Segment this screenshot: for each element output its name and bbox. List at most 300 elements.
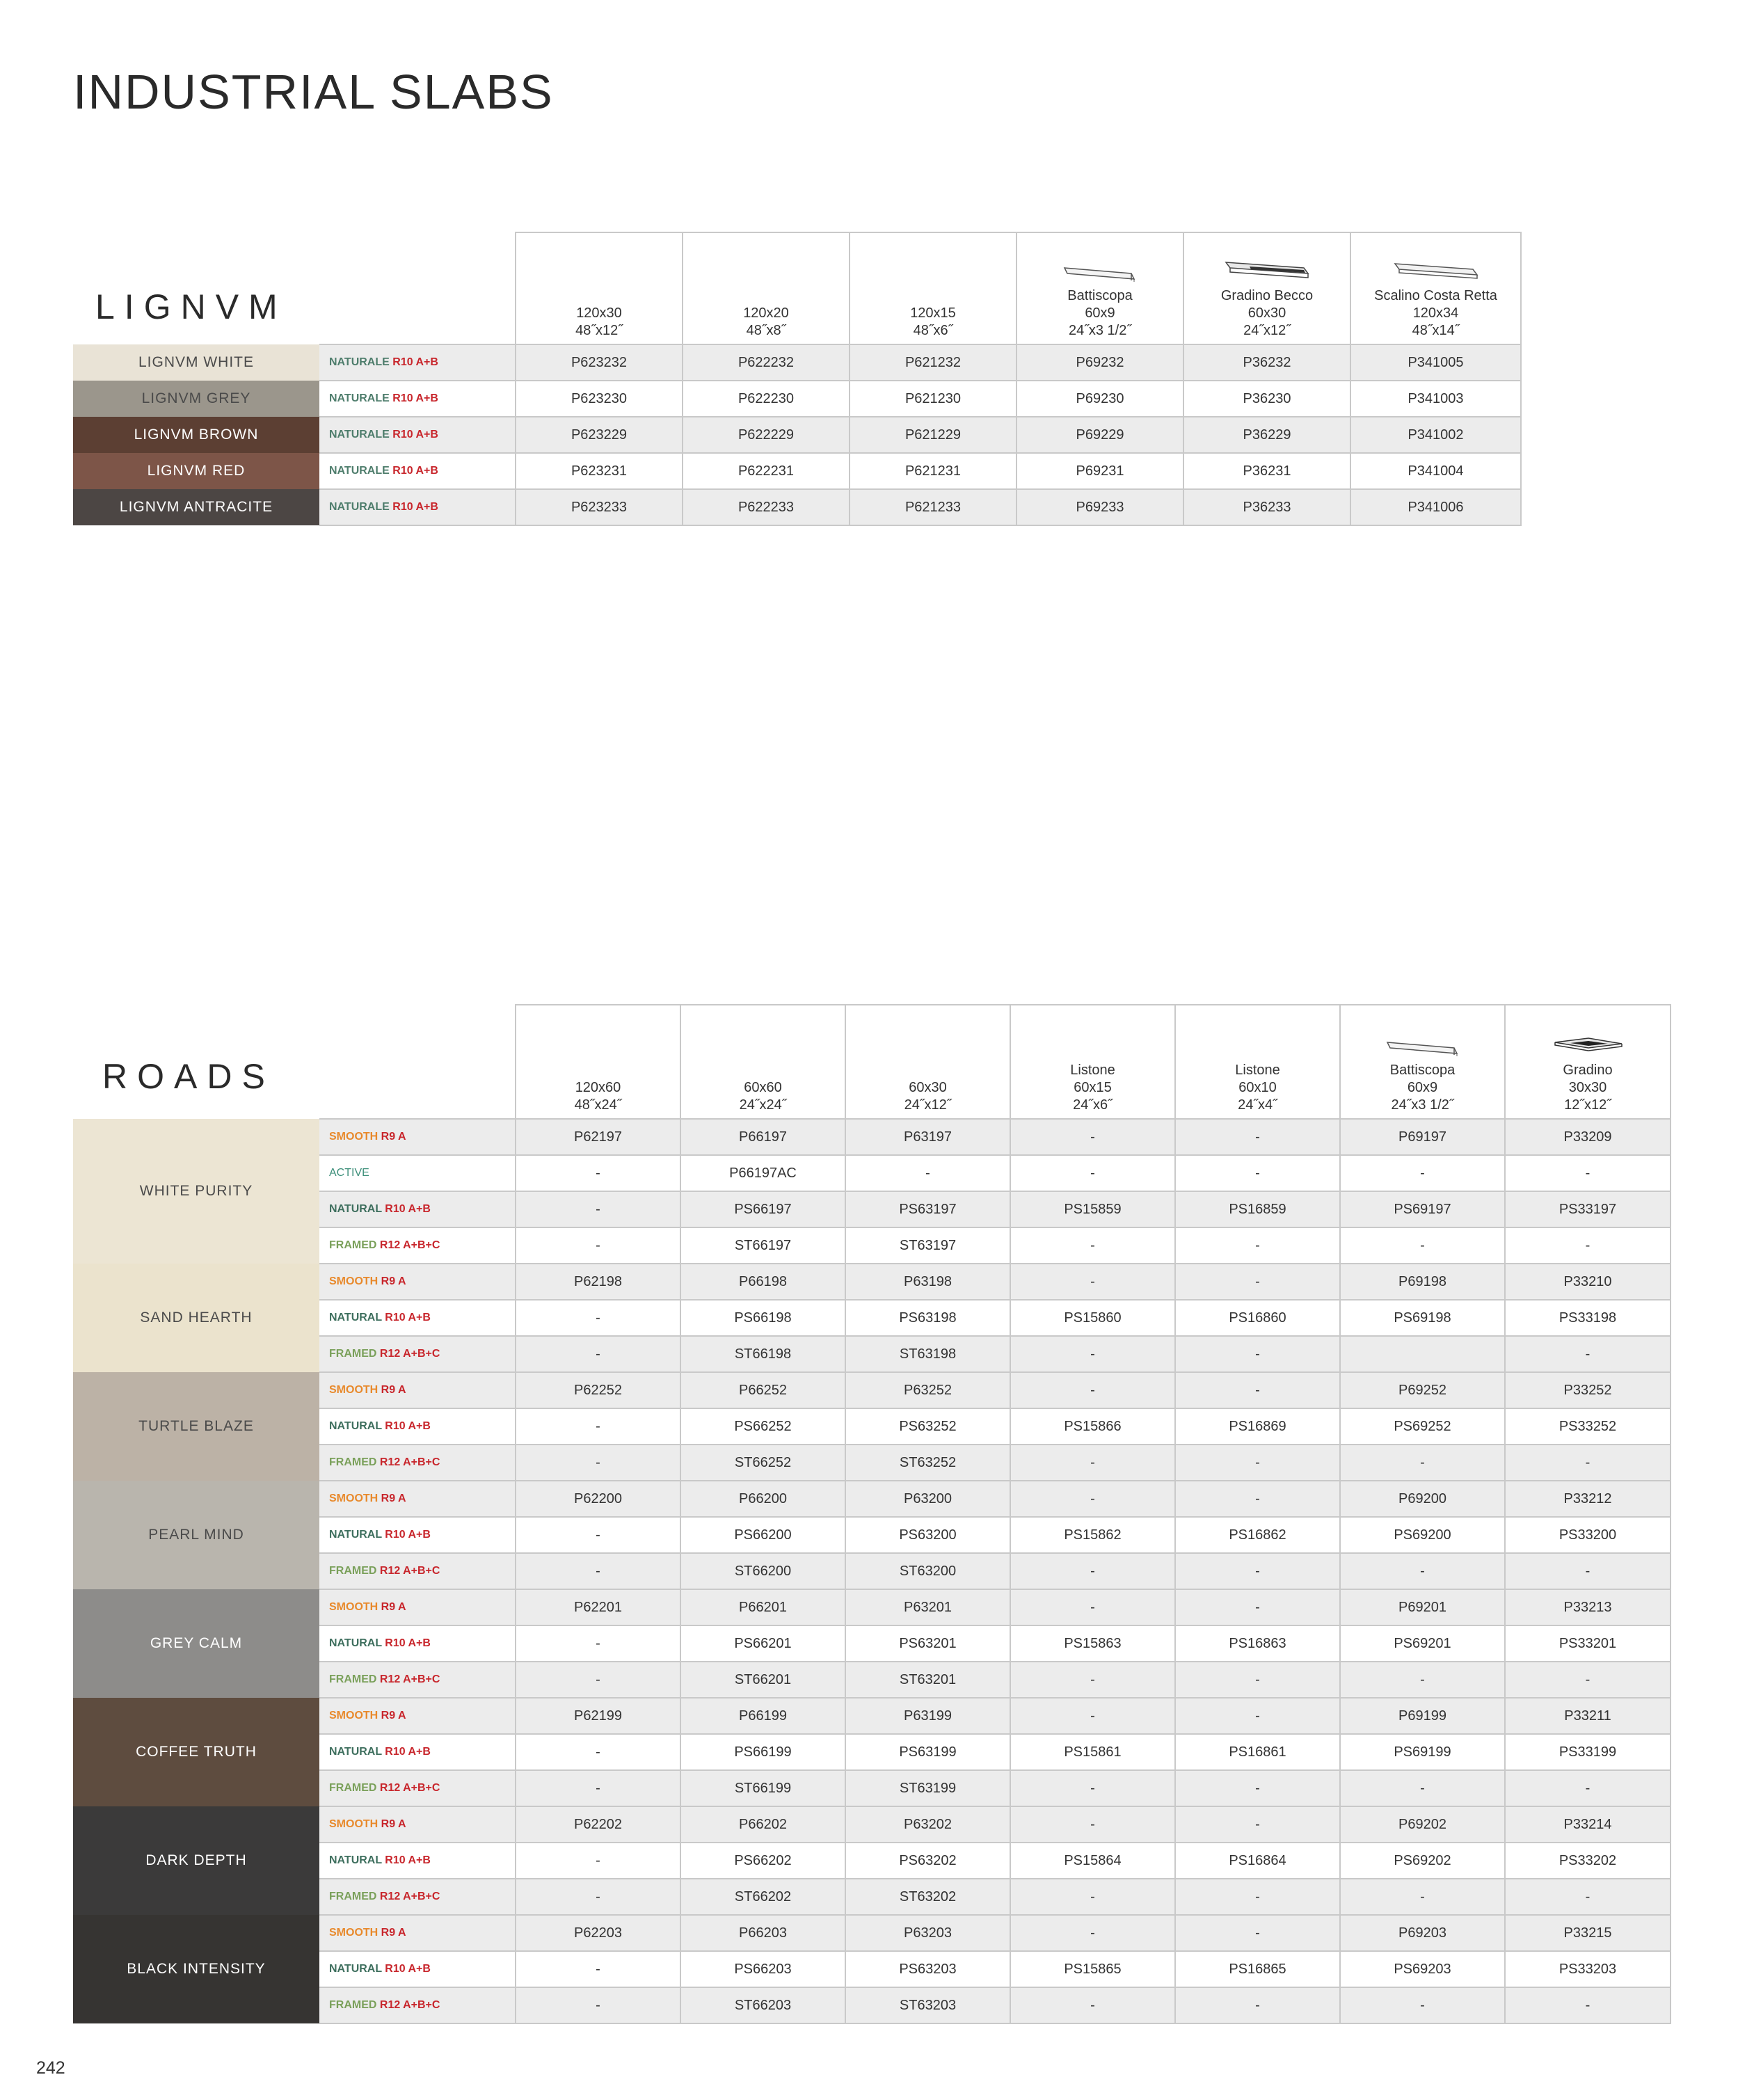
product-code: - [1175, 1698, 1340, 1734]
roads-header-spacer [73, 1005, 516, 1119]
header-line: 48˝x24˝ [574, 1097, 622, 1113]
finish-label [319, 1843, 516, 1879]
product-code: P69229 [1017, 417, 1183, 453]
product-code: - [1175, 1481, 1340, 1517]
product-code: PS69203 [1340, 1951, 1505, 1987]
roads-column-header [845, 1005, 1010, 1119]
finish-label [319, 489, 516, 525]
product-code: P36232 [1183, 344, 1350, 381]
roads-column-header [1175, 1005, 1340, 1119]
product-code: - [1010, 1481, 1175, 1517]
finish-label [319, 381, 516, 417]
product-code: PS16861 [1175, 1734, 1340, 1770]
product-code: - [1175, 1119, 1340, 1155]
product-code: - [1340, 1155, 1505, 1191]
product-code: P63252 [845, 1372, 1010, 1408]
lignvm-column-header [1350, 232, 1521, 344]
product-code: PS63199 [845, 1734, 1010, 1770]
product-code: P62201 [516, 1589, 680, 1625]
product-code: P66202 [680, 1806, 845, 1843]
product-code: - [1010, 1589, 1175, 1625]
slip-rating: R12 A+B+C [379, 1348, 440, 1360]
slip-rating: R10 A+B [392, 356, 438, 368]
product-code: P69233 [1017, 489, 1183, 525]
product-code: PS69197 [1340, 1191, 1505, 1227]
color-swatch: LIGNVM GREY [73, 381, 319, 417]
product-code: PS33201 [1505, 1625, 1671, 1662]
slip-rating: R10 A+B [385, 1312, 431, 1323]
finish-name: NATURAL [329, 1420, 382, 1432]
product-code: - [516, 1662, 680, 1698]
finish-name: SMOOTH [329, 1384, 378, 1396]
product-code: P63203 [845, 1915, 1010, 1951]
finish-label [319, 1300, 516, 1336]
product-code: - [516, 1879, 680, 1915]
product-code: PS66202 [680, 1843, 845, 1879]
product-code: - [516, 1227, 680, 1264]
roads-row-grey-calm-smooth [73, 1589, 1671, 1625]
product-code: P36229 [1183, 417, 1350, 453]
lignvm-row-lignvm-brown [73, 417, 1521, 453]
product-code: - [1505, 1553, 1671, 1589]
lignvm-column-header [683, 232, 850, 344]
product-code: P66201 [680, 1589, 845, 1625]
finish-label [319, 1191, 516, 1227]
roads-row-white-purity-smooth [73, 1119, 1671, 1155]
product-code: P33210 [1505, 1264, 1671, 1300]
finish-label [319, 344, 516, 381]
product-code: - [1010, 1987, 1175, 2023]
product-code: PS63252 [845, 1408, 1010, 1445]
roads-column-header [1340, 1005, 1505, 1119]
product-code: P69201 [1340, 1589, 1505, 1625]
product-code: - [1505, 1155, 1671, 1191]
header-line: Gradino [1563, 1063, 1613, 1078]
slip-rating: R9 A [381, 1275, 406, 1287]
finish-label [319, 1879, 516, 1915]
header-line: 120x20 [743, 305, 789, 321]
product-code: - [1175, 1445, 1340, 1481]
header-line: 12˝x12˝ [1564, 1097, 1611, 1113]
product-code: P63199 [845, 1698, 1010, 1734]
finish-label [319, 1517, 516, 1553]
step-nose-icon [1222, 258, 1312, 283]
product-code: P36233 [1183, 489, 1350, 525]
header-line: 60x60 [744, 1080, 782, 1095]
slip-rating: R9 A [381, 1131, 406, 1143]
product-code: PS15863 [1010, 1625, 1175, 1662]
product-code: PS33198 [1505, 1300, 1671, 1336]
product-code: - [1010, 1553, 1175, 1589]
finish-name: NATURALE [329, 356, 390, 368]
finish-label [319, 1336, 516, 1372]
product-code: P66199 [680, 1698, 845, 1734]
product-code: P62200 [516, 1481, 680, 1517]
header-line: 60x10 [1238, 1080, 1277, 1095]
color-swatch: LIGNVM ANTRACITE [73, 489, 319, 525]
product-code: PS16864 [1175, 1843, 1340, 1879]
roads-row-turtle-blaze-smooth [73, 1372, 1671, 1408]
header-line: Listone [1235, 1063, 1280, 1078]
product-code: PS33200 [1505, 1517, 1671, 1553]
header-line: 48˝x6˝ [913, 323, 953, 338]
header-line: 120x34 [1412, 305, 1459, 321]
product-code: - [1175, 1915, 1340, 1951]
product-code: - [516, 1734, 680, 1770]
product-code: P69202 [1340, 1806, 1505, 1843]
product-code: PS69252 [1340, 1408, 1505, 1445]
product-code: - [516, 1843, 680, 1879]
lignvm-title: LIGNVM [95, 287, 287, 326]
product-code: P63202 [845, 1806, 1010, 1843]
slip-rating: R10 A+B [392, 501, 438, 513]
product-code: P33209 [1505, 1119, 1671, 1155]
product-code: PS66200 [680, 1517, 845, 1553]
product-code: P621233 [850, 489, 1017, 525]
product-code: ST66199 [680, 1770, 845, 1806]
product-code: PS16860 [1175, 1300, 1340, 1336]
header-line: 24˝x12˝ [904, 1097, 952, 1113]
product-code: P66203 [680, 1915, 845, 1951]
slip-rating: R9 A [381, 1818, 406, 1830]
product-code: - [516, 1553, 680, 1589]
product-code: P62252 [516, 1372, 680, 1408]
product-code: - [516, 1517, 680, 1553]
slip-rating: R10 A+B [385, 1746, 431, 1758]
product-code: PS69199 [1340, 1734, 1505, 1770]
color-swatch: WHITE PURITY [73, 1119, 319, 1264]
finish-name: NATURALE [329, 429, 390, 440]
header-line: 24˝x3 1/2˝ [1391, 1097, 1454, 1113]
header-line: 48˝x14˝ [1412, 323, 1460, 338]
color-swatch: DARK DEPTH [73, 1806, 319, 1915]
page-title: INDUSTRIAL SLABS [73, 65, 554, 119]
product-code: - [1340, 1987, 1505, 2023]
product-code: P63200 [845, 1481, 1010, 1517]
product-code [1340, 1336, 1505, 1372]
product-code: ST66203 [680, 1987, 845, 2023]
finish-name: NATURAL [329, 1746, 382, 1758]
product-code: - [1010, 1879, 1175, 1915]
header-line: 60x9 [1085, 305, 1115, 321]
header-line: 24˝x4˝ [1238, 1097, 1277, 1113]
product-code: - [1010, 1155, 1175, 1191]
product-code: - [1175, 1662, 1340, 1698]
product-code: P62198 [516, 1264, 680, 1300]
product-code: P621230 [850, 381, 1017, 417]
finish-label [319, 1264, 516, 1300]
product-code: PS66201 [680, 1625, 845, 1662]
finish-name: NATURAL [329, 1529, 382, 1541]
finish-name: SMOOTH [329, 1131, 378, 1143]
product-code: - [516, 1987, 680, 2023]
slip-rating: R12 A+B+C [379, 1673, 440, 1685]
slip-rating: R12 A+B+C [379, 1782, 440, 1794]
roads-row-dark-depth-smooth [73, 1806, 1671, 1843]
product-code: - [1010, 1264, 1175, 1300]
color-swatch: TURTLE BLAZE [73, 1372, 319, 1481]
product-code: P69230 [1017, 381, 1183, 417]
color-swatch: LIGNVM WHITE [73, 344, 319, 381]
header-line: Battiscopa [1067, 288, 1133, 303]
finish-name: FRAMED [329, 1673, 377, 1685]
product-code: PS63202 [845, 1843, 1010, 1879]
product-code: PS69202 [1340, 1843, 1505, 1879]
product-code: P62203 [516, 1915, 680, 1951]
product-code: PS66252 [680, 1408, 845, 1445]
header-line: 120x30 [576, 305, 622, 321]
product-code: P341002 [1350, 417, 1521, 453]
finish-label [319, 1119, 516, 1155]
slip-rating: R10 A+B [385, 1963, 431, 1975]
slip-rating: R9 A [381, 1493, 406, 1504]
header-line: 24˝x24˝ [739, 1097, 787, 1113]
slip-rating: R12 A+B+C [379, 1999, 440, 2011]
finish-name: FRAMED [329, 1348, 377, 1360]
finish-name: NATURALE [329, 465, 390, 477]
product-code: PS15860 [1010, 1300, 1175, 1336]
slip-rating: R12 A+B+C [379, 1891, 440, 1902]
product-code: PS15861 [1010, 1734, 1175, 1770]
product-code: ST63201 [845, 1662, 1010, 1698]
product-code: - [1505, 1879, 1671, 1915]
lignvm-header-spacer [73, 232, 516, 344]
finish-name: SMOOTH [329, 1818, 378, 1830]
product-code: P69197 [1340, 1119, 1505, 1155]
color-swatch: LIGNVM RED [73, 453, 319, 489]
roads-column-header [1010, 1005, 1175, 1119]
product-code: - [1505, 1662, 1671, 1698]
product-code: PS15866 [1010, 1408, 1175, 1445]
product-code: - [1340, 1227, 1505, 1264]
product-code: - [845, 1155, 1010, 1191]
product-code: - [1010, 1372, 1175, 1408]
product-code: PS16863 [1175, 1625, 1340, 1662]
lignvm-column-header [1183, 232, 1350, 344]
product-code: - [1175, 1879, 1340, 1915]
header-line: 48˝x12˝ [575, 323, 623, 338]
product-code: - [1175, 1155, 1340, 1191]
product-code: P33212 [1505, 1481, 1671, 1517]
product-code: P69232 [1017, 344, 1183, 381]
product-code: - [1340, 1445, 1505, 1481]
product-code: ST63199 [845, 1770, 1010, 1806]
product-code: P622232 [683, 344, 850, 381]
product-code: PS66203 [680, 1951, 845, 1987]
product-code: P33252 [1505, 1372, 1671, 1408]
product-code: ST63202 [845, 1879, 1010, 1915]
product-code: ST66197 [680, 1227, 845, 1264]
slip-rating: R10 A+B [392, 429, 438, 440]
product-code: P623229 [516, 417, 683, 453]
finish-label [319, 1915, 516, 1951]
product-code: PS16865 [1175, 1951, 1340, 1987]
product-code: PS66199 [680, 1734, 845, 1770]
product-code: PS63203 [845, 1951, 1010, 1987]
product-code: PS16859 [1175, 1191, 1340, 1227]
product-code: - [1010, 1698, 1175, 1734]
product-code: - [516, 1770, 680, 1806]
lignvm-row-lignvm-grey [73, 381, 1521, 417]
product-code: - [516, 1191, 680, 1227]
product-code: ST66198 [680, 1336, 845, 1372]
slip-rating: R10 A+B [385, 1854, 431, 1866]
finish-name: SMOOTH [329, 1493, 378, 1504]
product-code: P623233 [516, 489, 683, 525]
product-code: ST63200 [845, 1553, 1010, 1589]
product-code: P62199 [516, 1698, 680, 1734]
finish-name: FRAMED [329, 1782, 377, 1794]
product-code: P622233 [683, 489, 850, 525]
product-code: P341003 [1350, 381, 1521, 417]
product-code: - [516, 1951, 680, 1987]
product-code: - [1505, 1227, 1671, 1264]
slip-rating: R9 A [381, 1710, 406, 1721]
finish-label [319, 1481, 516, 1517]
product-code: PS63201 [845, 1625, 1010, 1662]
product-code: P33213 [1505, 1589, 1671, 1625]
product-code: PS16862 [1175, 1517, 1340, 1553]
product-code: PS63197 [845, 1191, 1010, 1227]
finish-name: FRAMED [329, 1565, 377, 1577]
finish-name: FRAMED [329, 1239, 377, 1251]
product-code: - [1175, 1336, 1340, 1372]
product-code: - [516, 1445, 680, 1481]
header-line: 120x15 [910, 305, 956, 321]
finish-name: FRAMED [329, 1456, 377, 1468]
product-code: - [1010, 1806, 1175, 1843]
finish-label [319, 1698, 516, 1734]
product-code: P33214 [1505, 1806, 1671, 1843]
product-code: P623232 [516, 344, 683, 381]
product-code: PS15859 [1010, 1191, 1175, 1227]
step-straight-icon [1391, 260, 1481, 283]
product-code: - [1175, 1770, 1340, 1806]
slip-rating: R10 A+B [392, 465, 438, 477]
product-code: PS66198 [680, 1300, 845, 1336]
product-code: PS33202 [1505, 1843, 1671, 1879]
product-code: - [1010, 1662, 1175, 1698]
product-code: - [1175, 1553, 1340, 1589]
finish-name: NATURAL [329, 1637, 382, 1649]
page-number: 242 [36, 2058, 65, 2078]
lignvm-row-lignvm-red [73, 453, 1521, 489]
product-code: P63198 [845, 1264, 1010, 1300]
product-code: - [1340, 1879, 1505, 1915]
finish-label [319, 1155, 516, 1191]
slip-rating: R10 A+B [385, 1637, 431, 1649]
header-line: 24˝x12˝ [1243, 323, 1291, 338]
finish-name: NATURAL [329, 1963, 382, 1975]
product-code: P341006 [1350, 489, 1521, 525]
finish-label [319, 453, 516, 489]
color-swatch: PEARL MIND [73, 1481, 319, 1589]
product-code: - [1010, 1915, 1175, 1951]
product-code: P341004 [1350, 453, 1521, 489]
slip-rating: R9 A [381, 1601, 406, 1613]
finish-label [319, 1408, 516, 1445]
slip-rating: R9 A [381, 1927, 406, 1939]
finish-label [319, 1625, 516, 1662]
roads-column-header [680, 1005, 845, 1119]
slip-rating: R12 A+B+C [379, 1565, 440, 1577]
slip-rating: R10 A+B [392, 392, 438, 404]
finish-label [319, 417, 516, 453]
product-code: P622230 [683, 381, 850, 417]
product-code: - [1340, 1770, 1505, 1806]
product-code: - [1175, 1589, 1340, 1625]
product-code: ST66202 [680, 1879, 845, 1915]
product-code: - [516, 1408, 680, 1445]
slip-rating: R9 A [381, 1384, 406, 1396]
lignvm-column-header [1017, 232, 1183, 344]
roads-row-coffee-truth-smooth [73, 1698, 1671, 1734]
product-code: ST63203 [845, 1987, 1010, 2023]
header-line: 60x30 [1247, 305, 1286, 321]
finish-name: NATURALE [329, 501, 390, 513]
product-code: PS33252 [1505, 1408, 1671, 1445]
roads-row-pearl-mind-smooth [73, 1481, 1671, 1517]
finish-name: NATURAL [329, 1312, 382, 1323]
header-line: Scalino Costa Retta [1374, 288, 1497, 303]
header-line: 24˝x3 1/2˝ [1068, 323, 1132, 338]
slip-rating: R12 A+B+C [379, 1239, 440, 1251]
lignvm-row-lignvm-white [73, 344, 1521, 381]
product-code: ST63197 [845, 1227, 1010, 1264]
product-code: ST66200 [680, 1553, 845, 1589]
finish-label [319, 1734, 516, 1770]
header-line: 60x30 [909, 1080, 947, 1095]
product-code: ST66252 [680, 1445, 845, 1481]
finish-name: ACTIVE [329, 1167, 369, 1179]
product-code: P66197 [680, 1119, 845, 1155]
finish-name: SMOOTH [329, 1927, 378, 1939]
finish-label [319, 1372, 516, 1408]
finish-label [319, 1951, 516, 1987]
product-code: P66198 [680, 1264, 845, 1300]
finish-name: SMOOTH [329, 1275, 378, 1287]
product-code: P69252 [1340, 1372, 1505, 1408]
product-code: P621231 [850, 453, 1017, 489]
product-code: P69198 [1340, 1264, 1505, 1300]
product-code: PS16869 [1175, 1408, 1340, 1445]
finish-name: NATURAL [329, 1203, 382, 1215]
color-swatch: LIGNVM BROWN [73, 417, 319, 453]
product-code: - [1010, 1336, 1175, 1372]
product-code: PS15865 [1010, 1951, 1175, 1987]
header-line: Listone [1070, 1063, 1115, 1078]
product-code: P63197 [845, 1119, 1010, 1155]
product-code: PS33197 [1505, 1191, 1671, 1227]
product-code: P33211 [1505, 1698, 1671, 1734]
product-code: - [1505, 1445, 1671, 1481]
slip-rating: R10 A+B [385, 1529, 431, 1541]
product-code: P622231 [683, 453, 850, 489]
step-icon [1549, 1033, 1626, 1058]
product-code: P66252 [680, 1372, 845, 1408]
product-code: - [1175, 1806, 1340, 1843]
product-code: PS69201 [1340, 1625, 1505, 1662]
product-code: PS69200 [1340, 1517, 1505, 1553]
finish-label [319, 1445, 516, 1481]
color-swatch: BLACK INTENSITY [73, 1915, 319, 2023]
product-code: - [1175, 1227, 1340, 1264]
product-code: PS33199 [1505, 1734, 1671, 1770]
product-code: PS15864 [1010, 1843, 1175, 1879]
product-code: P341005 [1350, 344, 1521, 381]
product-code: P69199 [1340, 1698, 1505, 1734]
finish-name: NATURAL [329, 1854, 382, 1866]
